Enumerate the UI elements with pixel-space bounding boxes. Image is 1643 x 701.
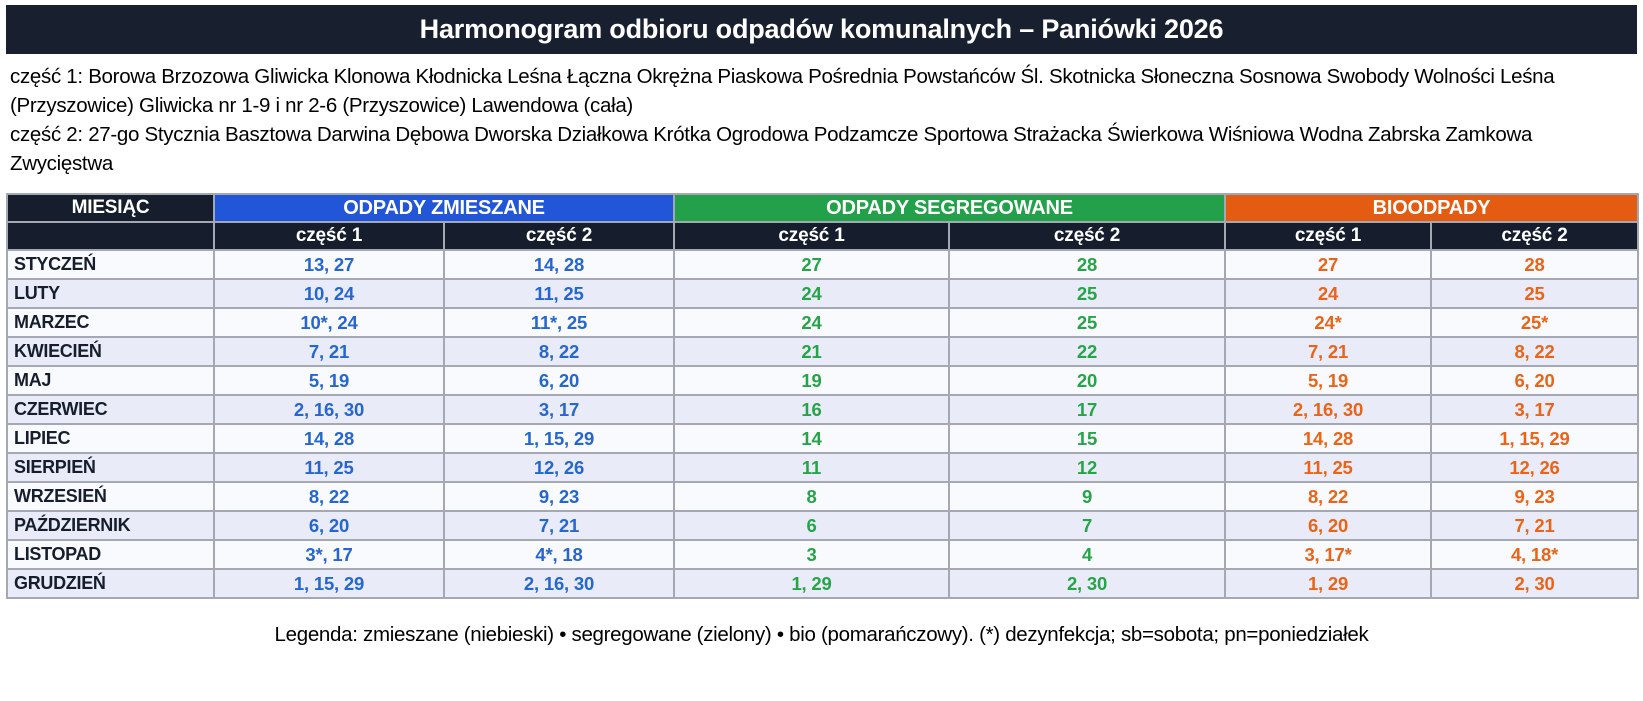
segregowane-czesc2-dates: 9 [949, 482, 1225, 511]
bio-czesc2-dates: 7, 21 [1431, 511, 1638, 540]
schedule-row [7, 569, 1638, 598]
segregowane-czesc2-dates: 22 [949, 337, 1225, 366]
bio-czesc2-dates: 28 [1431, 250, 1638, 279]
schedule-row [7, 308, 1638, 337]
bio-czesc1-dates: 11, 25 [1225, 453, 1431, 482]
bio-czesc2-dates: 6, 20 [1431, 366, 1638, 395]
title-bar [6, 5, 1637, 54]
segregowane-czesc1-dates: 16 [674, 395, 949, 424]
month-cell: STYCZEŃ [7, 250, 214, 279]
bio-czesc2-dates: 25* [1431, 308, 1638, 337]
month-cell: GRUDZIEŃ [7, 569, 214, 598]
bio-czesc2-dates: 3, 17 [1431, 395, 1638, 424]
legend-area [6, 623, 1637, 647]
month-cell: MARZEC [7, 308, 214, 337]
zmieszane-czesc2-dates: 11*, 25 [444, 308, 674, 337]
bio-czesc2-dates: 25 [1431, 279, 1638, 308]
zmieszane-czesc2-dates: 9, 23 [444, 482, 674, 511]
month-cell: LISTOPAD [7, 540, 214, 569]
bio-czesc2-dates: 8, 22 [1431, 337, 1638, 366]
segregowane-czesc2-dates: 20 [949, 366, 1225, 395]
zmieszane-czesc1-dates: 5, 19 [214, 366, 444, 395]
month-cell: KWIECIEŃ [7, 337, 214, 366]
schedule-row [7, 482, 1638, 511]
zmieszane-czesc1-dates: 14, 28 [214, 424, 444, 453]
subheader-empty-cell [7, 222, 214, 250]
zmieszane-czesc1-dates: 11, 25 [214, 453, 444, 482]
zmieszane-czesc2-dates: 11, 25 [444, 279, 674, 308]
schedule-row [7, 395, 1638, 424]
month-cell: WRZESIEŃ [7, 482, 214, 511]
month-cell: PAŹDZIERNIK [7, 511, 214, 540]
segregowane-czesc2-dates: 12 [949, 453, 1225, 482]
schedule-row [7, 279, 1638, 308]
bio-czesc1-dates: 5, 19 [1225, 366, 1431, 395]
bio-czesc2-dates: 2, 30 [1431, 569, 1638, 598]
schedule-table-body [7, 250, 1638, 598]
schedule-table [6, 193, 1639, 599]
street-lists [6, 54, 1637, 178]
bio-czesc1-dates: 6, 20 [1225, 511, 1431, 540]
segregowane-czesc2-dates: 2, 30 [949, 569, 1225, 598]
zmieszane-czesc1-dates: 10*, 24 [214, 308, 444, 337]
segregowane-czesc2-dates: 25 [949, 308, 1225, 337]
month-cell: CZERWIEC [7, 395, 214, 424]
bio-czesc2-dates: 4, 18* [1431, 540, 1638, 569]
group-header-row [7, 194, 1638, 222]
zmieszane-czesc2-dates: 1, 15, 29 [444, 424, 674, 453]
segregowane-czesc2-dates: 15 [949, 424, 1225, 453]
schedule-row [7, 511, 1638, 540]
zmieszane-czesc2-dates: 14, 28 [444, 250, 674, 279]
group-header-bioodpady: BIOODPADY [1225, 194, 1638, 222]
subheader-bio-czesc2: część 2 [1431, 222, 1638, 250]
segregowane-czesc1-dates: 24 [674, 279, 949, 308]
zmieszane-czesc2-dates: 6, 20 [444, 366, 674, 395]
bio-czesc1-dates: 1, 29 [1225, 569, 1431, 598]
schedule-row [7, 424, 1638, 453]
zmieszane-czesc2-dates: 3, 17 [444, 395, 674, 424]
month-cell: LIPIEC [7, 424, 214, 453]
segregowane-czesc2-dates: 28 [949, 250, 1225, 279]
bio-czesc2-dates: 9, 23 [1431, 482, 1638, 511]
month-column-header: MIESIĄC [7, 194, 214, 222]
segregowane-czesc1-dates: 24 [674, 308, 949, 337]
subheader-bio-czesc1: część 1 [1225, 222, 1431, 250]
schedule-row [7, 337, 1638, 366]
schedule-row [7, 366, 1638, 395]
month-cell: LUTY [7, 279, 214, 308]
zmieszane-czesc1-dates: 3*, 17 [214, 540, 444, 569]
group-header-odpady-zmieszane: ODPADY ZMIESZANE [214, 194, 674, 222]
zmieszane-czesc2-dates: 2, 16, 30 [444, 569, 674, 598]
month-cell: MAJ [7, 366, 214, 395]
schedule-row [7, 540, 1638, 569]
legend-text: Legenda: zmieszane (niebieski) • segregowane (zielony) • bio (pomarańczowy). (*) dezynfekcja; sb=sobota; pn=poniedziałek [274, 623, 1369, 646]
segregowane-czesc1-dates: 8 [674, 482, 949, 511]
zmieszane-czesc2-dates: 8, 22 [444, 337, 674, 366]
part1-street-list: część 1: Borowa Brzozowa Gliwicka Klonowa Kłodnicka Leśna Łączna Okrężna Piaskowa Pośrednia Powstańców Śl. Skotnicka Słoneczna Sosnowa Swobody Wolności Leśna (Przyszowice) Gliwicka nr 1-9 i nr 2-6 (Przyszowice) Lawendowa (cała) [10, 65, 1555, 117]
subheader-segregowane-czesc1: część 1 [674, 222, 949, 250]
zmieszane-czesc1-dates: 6, 20 [214, 511, 444, 540]
segregowane-czesc2-dates: 25 [949, 279, 1225, 308]
bio-czesc1-dates: 14, 28 [1225, 424, 1431, 453]
schedule-row [7, 453, 1638, 482]
zmieszane-czesc2-dates: 12, 26 [444, 453, 674, 482]
segregowane-czesc2-dates: 7 [949, 511, 1225, 540]
zmieszane-czesc2-dates: 4*, 18 [444, 540, 674, 569]
zmieszane-czesc1-dates: 7, 21 [214, 337, 444, 366]
month-cell: SIERPIEŃ [7, 453, 214, 482]
zmieszane-czesc1-dates: 10, 24 [214, 279, 444, 308]
segregowane-czesc1-dates: 6 [674, 511, 949, 540]
zmieszane-czesc1-dates: 1, 15, 29 [214, 569, 444, 598]
zmieszane-czesc1-dates: 13, 27 [214, 250, 444, 279]
segregowane-czesc1-dates: 11 [674, 453, 949, 482]
segregowane-czesc2-dates: 4 [949, 540, 1225, 569]
segregowane-czesc1-dates: 1, 29 [674, 569, 949, 598]
bio-czesc1-dates: 7, 21 [1225, 337, 1431, 366]
segregowane-czesc2-dates: 17 [949, 395, 1225, 424]
bio-czesc1-dates: 8, 22 [1225, 482, 1431, 511]
schedule-row [7, 250, 1638, 279]
subheader-zmieszane-czesc1: część 1 [214, 222, 444, 250]
group-header-odpady-segregowane: ODPADY SEGREGOWANE [674, 194, 1225, 222]
zmieszane-czesc2-dates: 7, 21 [444, 511, 674, 540]
bio-czesc1-dates: 24 [1225, 279, 1431, 308]
subheader-segregowane-czesc2: część 2 [949, 222, 1225, 250]
subheader-zmieszane-czesc2: część 2 [444, 222, 674, 250]
bio-czesc2-dates: 12, 26 [1431, 453, 1638, 482]
bio-czesc1-dates: 27 [1225, 250, 1431, 279]
bio-czesc1-dates: 3, 17* [1225, 540, 1431, 569]
page-title: Harmonogram odbioru odpadów komunalnych – Paniówki 2026 [419, 14, 1224, 44]
bio-czesc1-dates: 2, 16, 30 [1225, 395, 1431, 424]
segregowane-czesc1-dates: 3 [674, 540, 949, 569]
zmieszane-czesc1-dates: 2, 16, 30 [214, 395, 444, 424]
segregowane-czesc1-dates: 27 [674, 250, 949, 279]
segregowane-czesc1-dates: 21 [674, 337, 949, 366]
segregowane-czesc1-dates: 19 [674, 366, 949, 395]
segregowane-czesc1-dates: 14 [674, 424, 949, 453]
bio-czesc1-dates: 24* [1225, 308, 1431, 337]
part2-street-list: część 2: 27-go Stycznia Basztowa Darwina Dębowa Dworska Działkowa Krótka Ogrodowa Podzamcze Sportowa Strażacka Świerkowa Wiśniowa Wodna Zabrska Zamkowa Zwycięstwa [10, 123, 1533, 175]
subheader-row [7, 222, 1638, 250]
bio-czesc2-dates: 1, 15, 29 [1431, 424, 1638, 453]
zmieszane-czesc1-dates: 8, 22 [214, 482, 444, 511]
